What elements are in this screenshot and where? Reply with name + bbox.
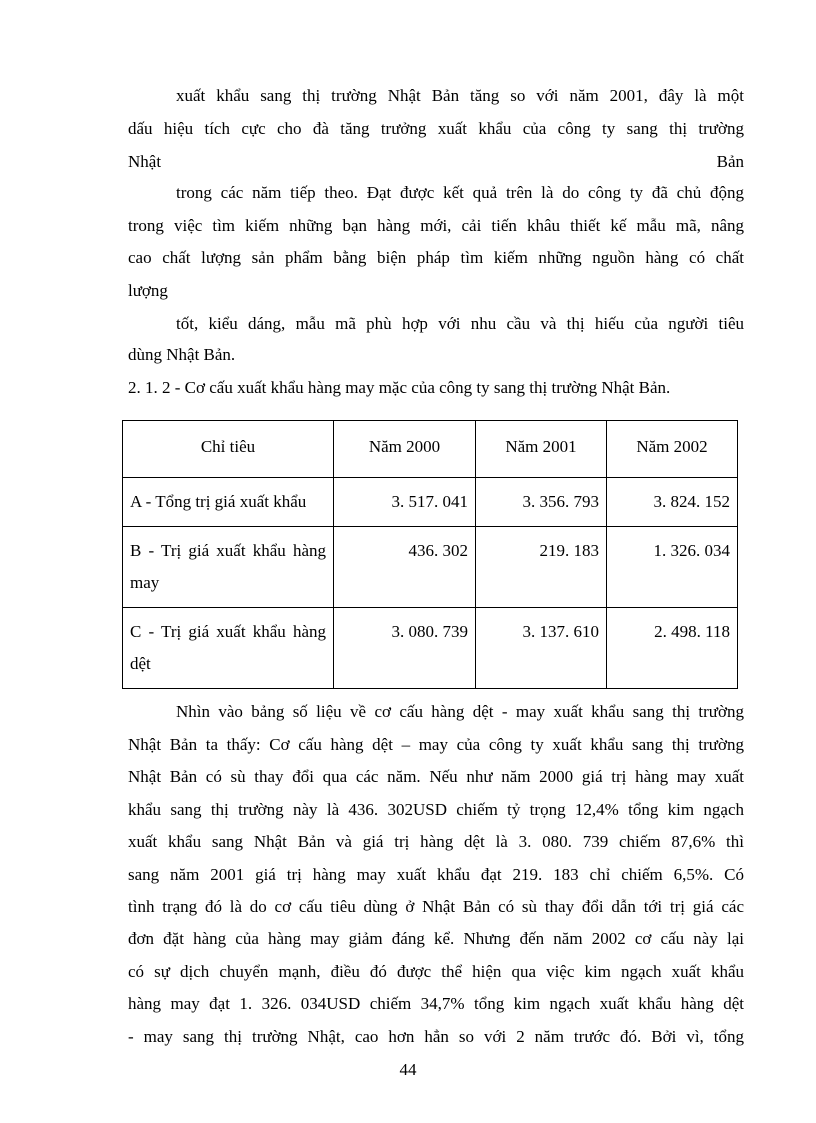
paragraph-line: trong các năm tiếp theo. Đạt được kết quả trên là do công ty đã chủ động bbox=[176, 183, 744, 202]
value-2000: 3. 080. 739 bbox=[334, 608, 476, 689]
paragraph-line bbox=[128, 152, 744, 172]
paragraph-line: tốt, kiểu dáng, mẫu mã phù hợp với nhu cầu và thị hiếu của người tiêu bbox=[176, 314, 744, 333]
export-structure-table bbox=[122, 420, 738, 689]
section-heading: 2. 1. 2 - Cơ cấu xuất khẩu hàng may mặc của công ty sang thị trường Nhật Bản. bbox=[128, 378, 671, 397]
paragraph-line: lượng bbox=[128, 281, 168, 300]
value-2002: 3. 824. 152 bbox=[607, 478, 738, 527]
value-2002: 1. 326. 034 bbox=[607, 527, 738, 608]
paragraph-line: sang năm 2001 giá trị hàng may xuất khẩu đạt 219. 183 chỉ chiếm 6,5%. Có bbox=[128, 865, 744, 884]
paragraph-line: hàng may đạt 1. 326. 034USD chiếm 34,7% tổng kim ngạch xuất khẩu hàng dệt bbox=[128, 994, 744, 1013]
value-2001: 3. 137. 610 bbox=[476, 608, 607, 689]
table-row bbox=[123, 608, 738, 689]
paragraph-line: khẩu sang thị trường này là 436. 302USD chiếm tỷ trọng 12,4% tổng kim ngạch bbox=[128, 800, 744, 819]
value-2000: 3. 517. 041 bbox=[334, 478, 476, 527]
table-header-row bbox=[123, 421, 738, 478]
paragraph-line: có sự dịch chuyển mạnh, điều đó được thể hiện qua việc kim ngạch xuất khẩu bbox=[128, 962, 744, 981]
paragraph-line: xuất khẩu sang thị trường Nhật Bản tăng so với năm 2001, đây là một bbox=[176, 86, 744, 105]
paragraph-line: cao chất lượng sản phẩm bằng biện pháp tìm kiếm những nguồn hàng có chất bbox=[128, 248, 744, 267]
column-header: Chỉ tiêu bbox=[123, 421, 334, 478]
column-header: Năm 2000 bbox=[334, 421, 476, 478]
paragraph-line: - may sang thị trường Nhật, cao hơn hẳn so với 2 năm trước đó. Bởi vì, tổng bbox=[128, 1027, 744, 1046]
paragraph-line: dấu hiệu tích cực cho đà tăng trưởng xuất khẩu của công ty sang thị trường bbox=[128, 119, 744, 138]
paragraph-line: Nhìn vào bảng số liệu về cơ cấu hàng dệt - may xuất khẩu sang thị trường bbox=[176, 702, 744, 721]
paragraph-line: dùng Nhật Bản. bbox=[128, 345, 236, 364]
word: Nhật bbox=[128, 152, 162, 171]
word: Bản bbox=[716, 152, 744, 171]
value-2002: 2. 498. 118 bbox=[607, 608, 738, 689]
row-label: A - Tổng trị giá xuất khẩu bbox=[123, 478, 334, 527]
column-header: Năm 2002 bbox=[607, 421, 738, 478]
paragraph-line: tình trạng đó là do cơ cấu tiêu dùng ở Nhật Bản có sù thay đổi dẫn tới trị giá các bbox=[128, 897, 744, 916]
paragraph-line: đơn đặt hàng của hàng may giảm đáng kể. Nhưng đến năm 2002 cơ cấu này lại bbox=[128, 929, 744, 948]
page-number: 44 bbox=[399, 1060, 417, 1079]
column-header: Năm 2001 bbox=[476, 421, 607, 478]
paragraph-line: Nhật Bản có sù thay đổi qua các năm. Nếu như năm 2000 giá trị hàng may xuất bbox=[128, 767, 744, 786]
paragraph-line: xuất khẩu sang Nhật Bản và giá trị hàng dệt là 3. 080. 739 chiếm 87,6% thì bbox=[128, 832, 744, 851]
value-2001: 219. 183 bbox=[476, 527, 607, 608]
paragraph-line: Nhật Bản ta thấy: Cơ cấu hàng dệt – may của công ty xuất khẩu sang thị trường bbox=[128, 735, 744, 754]
row-label: B - Trị giá xuất khẩu hàng may bbox=[123, 527, 334, 608]
value-2000: 436. 302 bbox=[334, 527, 476, 608]
table-row bbox=[123, 527, 738, 608]
paragraph-line: trong việc tìm kiếm những bạn hàng mới, cải tiến khâu thiết kế mẫu mã, nâng bbox=[128, 216, 744, 235]
value-2001: 3. 356. 793 bbox=[476, 478, 607, 527]
table-row bbox=[123, 478, 738, 527]
row-label: C - Trị giá xuất khẩu hàng dệt bbox=[123, 608, 334, 689]
